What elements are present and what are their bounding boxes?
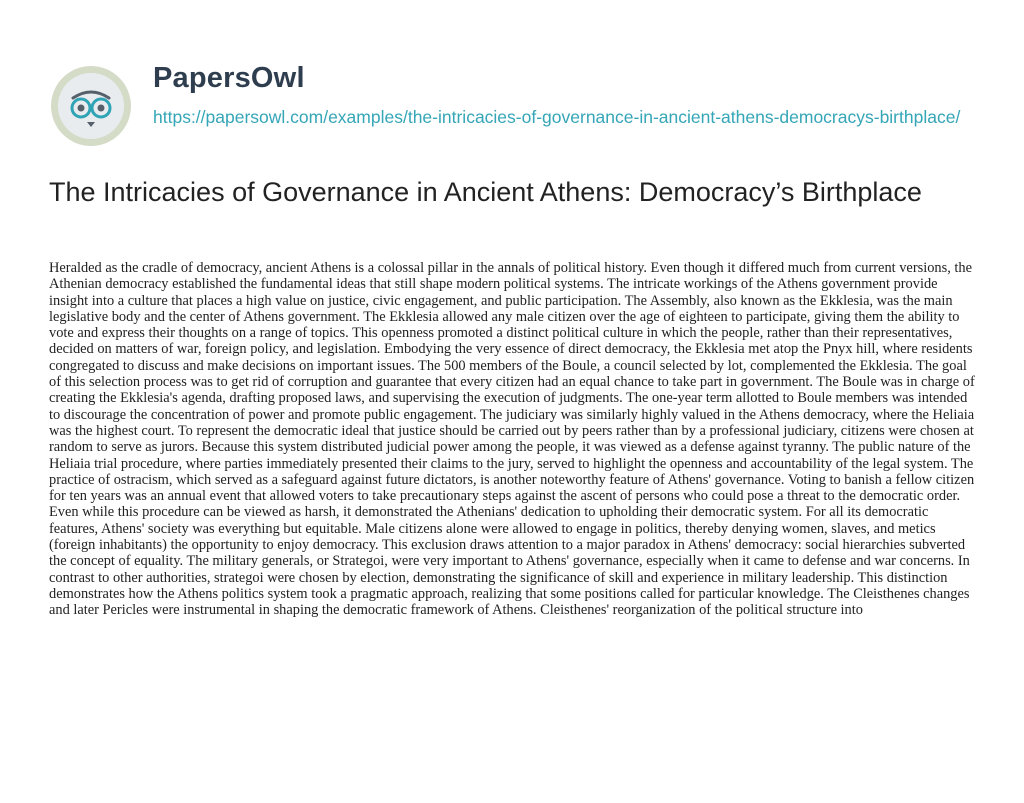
- essay-body: Heralded as the cradle of democracy, ancient Athens is a colossal pillar in the annals of political history. Even though it differed much from current versions, the Athenian democracy established the fundamental ideas that still shape modern political systems. The intricate workings of the Athens government provide insight into a culture that places a high value on justice, civic engagement, and public participation. The Assembly, also known as the Ekklesia, was the main legislative body and the center of Athens government. The Ekklesia allowed any male citizen over the age of eighteen to participate, giving them the ability to vote and express their thoughts on a range of topics. This openness promoted a distinct political culture in which the people, rather than their representatives, decided on matters of war, foreign policy, and legislation. Embodying the very essence of direct democracy, the Ekklesia met atop the Pnyx hill, where residents congregated to discuss and make decisions on important issues. The 500 members of the Boule, a council selected by lot, complemented the Ekklesia. The goal of this selection process was to get rid of corruption and guarantee that every citizen had an equal chance to take part in government. The Boule was in charge of creating the Ekklesia's agenda, drafting proposed laws, and supervising the execution of judgments. The one-year term allotted to Boule members was intended to discourage the concentration of power and promote public engagement. The judiciary was similarly highly valued in the Athens democracy, where the Heliaia was the highest court. To represent the democratic ideal that justice should be carried out by peers rather than by a professional judiciary, citizens were chosen at random to serve as jurors. Because this system distributed judicial power among the people, it was viewed as a defense against tyranny. The public nature of the Heliaia trial procedure, where parties immediately presented their claims to the jury, served to highlight the openness and accountability of the legal system. The practice of ostracism, which served as a safeguard against future dictators, is another noteworthy feature of Athens' governance. Voting to banish a fellow citizen for ten years was an annual event that allowed voters to take precautionary steps against the ascent of persons who could pose a threat to the democratic order. Even while this procedure can be viewed as harsh, it demonstrated the Athenians' dedication to upholding their democratic system. For all its democratic features, Athens' society was everything but equitable. Male citizens alone were allowed to engage in politics, thereby denying women, slaves, and metics (foreign inhabitants) the opportunity to enjoy democracy. This exclusion draws attention to a major paradox in Athens' democracy: social hierarchies subverted the concept of equality. The military generals, or Strategoi, were very important to Athens' governance, especially when it came to defense and war concerns. In contrast to other authorities, strategoi were chosen by election, demonstrating the significance of skill and experience in military leadership. This distinction demonstrates how the Athens politics system took a pragmatic approach, realizing that some positions called for particular knowledge. The Cleisthenes changes and later Pericles were instrumental in shaping the democratic framework of Athens. Cleisthenes' reorganization of the political structure into: [49, 260, 975, 619]
- source-url-link[interactable]: https://papersowl.com/examples/the-intricacies-of-governance-in-ancient-athens-democracys-birthplace/: [153, 107, 961, 127]
- brand-name: PapersOwl: [153, 62, 305, 94]
- owl-logo-icon: [49, 64, 133, 148]
- page-title: The Intricacies of Governance in Ancient Athens: Democracy’s Birthplace: [49, 177, 922, 207]
- site-header: [49, 40, 979, 155]
